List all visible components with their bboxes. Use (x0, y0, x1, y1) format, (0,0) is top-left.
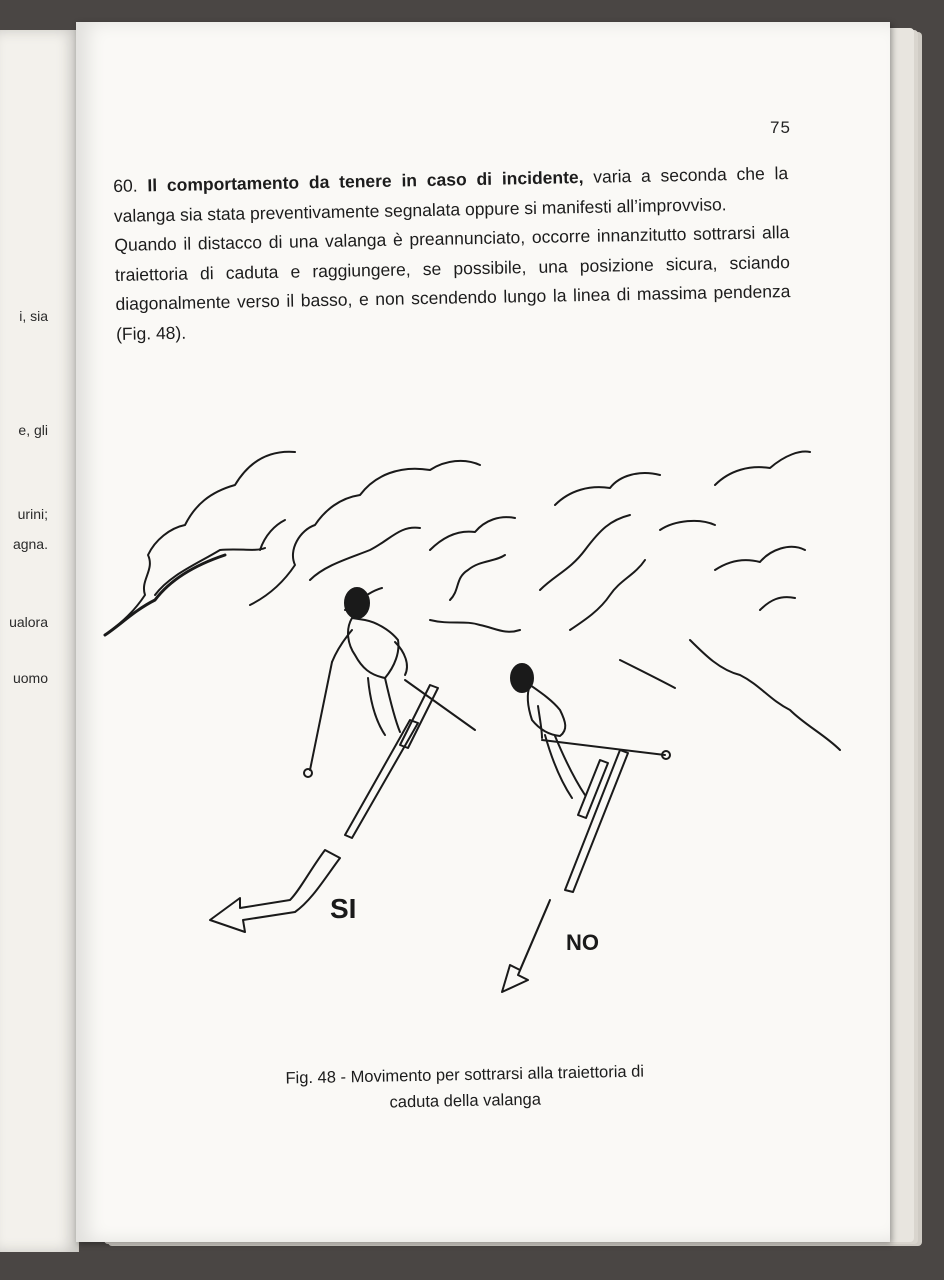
avalanche-outline (555, 473, 660, 505)
caption-line: Fig. 48 - Movimento per sottrarsi alla traiettoria di (285, 1062, 645, 1088)
left-page-fragment: uomo (12, 670, 48, 686)
avalanche-outline (570, 560, 645, 630)
avalanche-outline (760, 597, 795, 610)
left-page-fragment: i, sia (19, 308, 48, 324)
figure-48-illustration (100, 430, 850, 1010)
label-yes: SI (330, 893, 357, 924)
avalanche-outline (660, 521, 715, 530)
avalanche-outline (155, 548, 265, 595)
avalanche-skiers-drawing (100, 430, 850, 1010)
avalanche-outline (430, 620, 520, 632)
skier-left-pole (310, 662, 332, 770)
skier-left-ski (400, 685, 438, 748)
paragraph-2: Quando il distacco di una valanga è preannunciato, occorre innanzitutto sottrarsi alla traiettoria di caduta e raggiungere, se possibile, una posizione sicura, sciando diagonalmente verso il basso, e non scendendo lungo la linea di massima pendenza (Fig. 48). (114, 222, 791, 344)
left-page-fragment: agna. (12, 536, 48, 552)
skier-right-arm (538, 706, 542, 738)
section-heading: Il comportamento da tenere in caso di incidente, (147, 166, 584, 196)
skier-left-body (348, 618, 398, 678)
avalanche-outline (540, 515, 630, 590)
avalanche-outline (105, 452, 295, 635)
avalanche-outline (310, 528, 420, 580)
skier-right-body (528, 685, 565, 736)
skier-left-head (345, 588, 369, 618)
avalanche-outline (450, 555, 505, 600)
left-page-fragment: e, gli (18, 422, 48, 438)
skier-left-pole-basket (304, 769, 312, 777)
yes-arrow-icon (210, 850, 340, 932)
skier-left-ski (345, 720, 418, 838)
skier-left-legs (368, 678, 400, 735)
avalanche-outline (715, 452, 810, 485)
label-no: NO (566, 930, 599, 955)
avalanche-outline (105, 555, 225, 635)
no-arrow-icon (502, 900, 550, 992)
section-number: 60. (113, 175, 138, 196)
page-number: 75 (770, 118, 791, 137)
avalanche-outline (715, 547, 805, 570)
skier-left-arm (332, 630, 352, 662)
skier-right-ski (578, 760, 608, 818)
left-page-fragment: ualora (9, 614, 48, 630)
previous-page-edge (0, 30, 79, 1252)
caption-line: caduta della valanga (389, 1090, 542, 1112)
avalanche-outline (620, 660, 675, 688)
figure-caption (230, 1057, 701, 1118)
left-page-fragment: urini; (17, 506, 48, 522)
avalanche-outline (690, 640, 840, 750)
avalanche-outline (260, 520, 285, 550)
intro-text: varia a seconda che la valanga sia stata preventivamente segnalata oppure si manifesti all’improvviso. (113, 163, 789, 226)
body-text (113, 159, 791, 349)
avalanche-outline (250, 461, 480, 605)
avalanche-outline (430, 517, 515, 550)
